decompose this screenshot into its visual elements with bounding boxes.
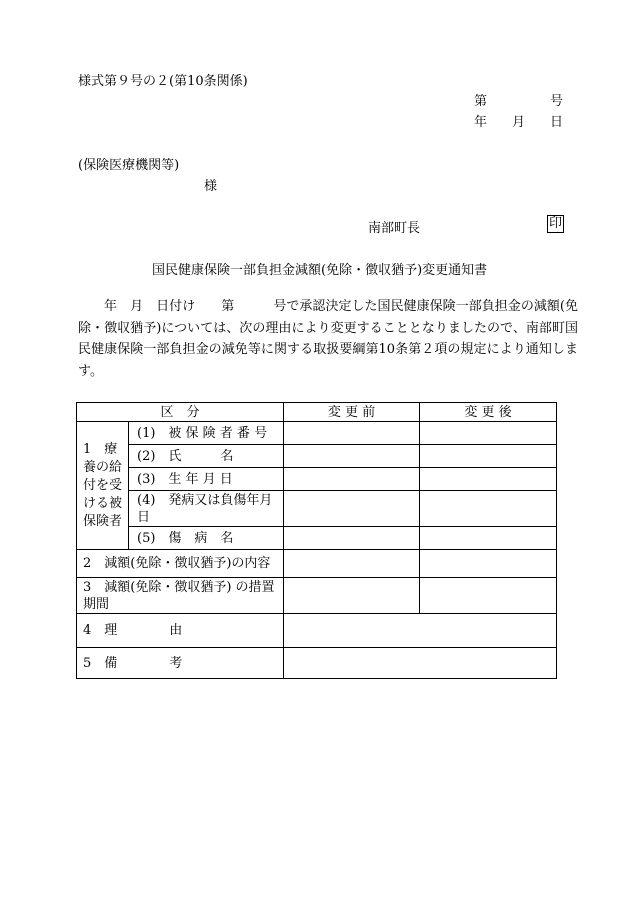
row-onset-date: (4) 発病又は負傷年月日 bbox=[129, 491, 284, 527]
cell-before bbox=[284, 491, 420, 527]
table-row bbox=[77, 614, 557, 648]
row-reason: 4 理 由 bbox=[77, 614, 284, 648]
document-title: 国民健康保険一部負担金減額(免除・徴収猶予)変更通知書 bbox=[152, 263, 488, 278]
row-insured-number: (1) 被 保 険 者 番 号 bbox=[129, 422, 284, 445]
table-row bbox=[77, 550, 557, 578]
table-row bbox=[77, 648, 557, 679]
cell-before bbox=[284, 527, 420, 550]
table-header-row bbox=[77, 403, 557, 422]
seal-stamp: 印 bbox=[549, 216, 563, 231]
row-remarks: 5 備 考 bbox=[77, 648, 284, 679]
number-dai: 第 bbox=[474, 94, 488, 109]
section1-label: 1 療養の給付を受ける被保険者 bbox=[77, 422, 129, 550]
table-row bbox=[77, 468, 557, 491]
row-name: (2) 氏 名 bbox=[129, 445, 284, 468]
cell-before bbox=[284, 550, 420, 578]
date-year: 年 bbox=[474, 115, 488, 130]
change-table bbox=[76, 402, 557, 679]
header-before: 変 更 前 bbox=[284, 403, 420, 422]
date-month: 月 bbox=[512, 115, 526, 130]
row-reduction-content: 2 減額(免除・徴収猶予)の内容 bbox=[77, 550, 284, 578]
table-row bbox=[77, 578, 557, 614]
cell-before bbox=[284, 578, 420, 614]
header-after: 変 更 後 bbox=[420, 403, 557, 422]
cell-reason-value bbox=[284, 614, 557, 648]
form-id: 様式第９号の２(第10条関係) bbox=[78, 74, 248, 89]
recipient-honorific: 様 bbox=[204, 179, 218, 194]
cell-before bbox=[284, 468, 420, 491]
row-birthdate: (3) 生 年 月 日 bbox=[129, 468, 284, 491]
header-kubun: 区 分 bbox=[77, 403, 284, 422]
cell-after bbox=[420, 445, 557, 468]
table-row bbox=[77, 527, 557, 550]
cell-after bbox=[420, 422, 557, 445]
date-day: 日 bbox=[550, 115, 564, 130]
table-row bbox=[77, 422, 557, 445]
cell-before bbox=[284, 422, 420, 445]
recipient-org: (保険医療機関等) bbox=[78, 158, 180, 173]
row-disease-name: (5) 傷 病 名 bbox=[129, 527, 284, 550]
table-row bbox=[77, 491, 557, 527]
cell-remarks-value bbox=[284, 648, 557, 679]
cell-after bbox=[420, 578, 557, 614]
table-row bbox=[77, 445, 557, 468]
issuer-name: 南部町長 bbox=[368, 221, 421, 236]
notice-body: 年 月 日付け 第 号で承認決定した国民健康保険一部負担金の減額(免除・徴収猶予)については、次の理由により変更することとなりましたので、南部町国民健康保険一部負担金の減免等に関する取扱要綱第10条第２項の規定により通知します。 bbox=[78, 299, 578, 379]
cell-after bbox=[420, 550, 557, 578]
cell-after bbox=[420, 527, 557, 550]
cell-after bbox=[420, 468, 557, 491]
cell-before bbox=[284, 445, 420, 468]
number-go: 号 bbox=[550, 94, 564, 109]
cell-after bbox=[420, 491, 557, 527]
row-measure-period: 3 減額(免除・徴収猶予) の措置期間 bbox=[77, 578, 284, 614]
